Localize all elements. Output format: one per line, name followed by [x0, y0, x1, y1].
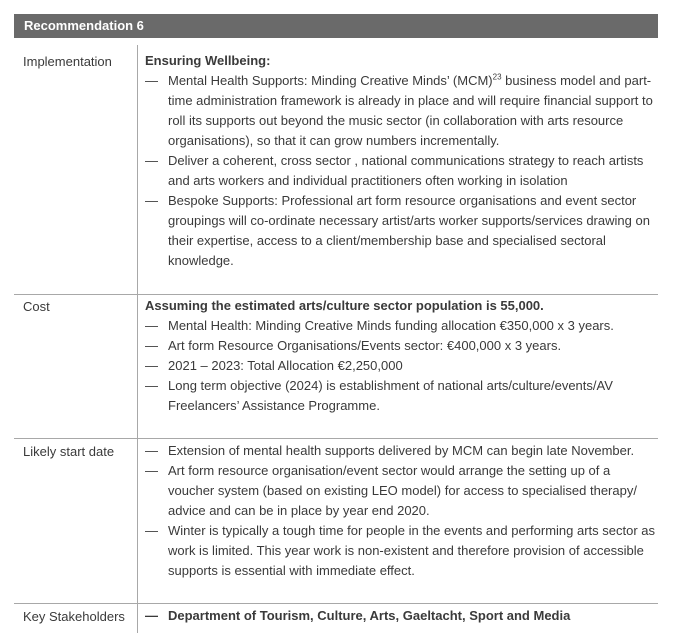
- list-item: — Art form Resource Organisations/Events sector: €400,000 x 3 years.: [145, 338, 562, 353]
- cost-heading: Assuming the estimated arts/culture sector population is 55,000.: [145, 298, 544, 313]
- implementation-list: [145, 71, 655, 271]
- row-label-implementation: Implementation: [23, 54, 112, 69]
- implementation-heading: Ensuring Wellbeing:: [145, 53, 271, 68]
- list-item: — Extension of mental health supports delivered by MCM can begin late November.: [145, 443, 635, 458]
- list-item: — 2021 – 2023: Total Allocation €2,250,000: [145, 358, 403, 373]
- table-header: Recommendation 6: [14, 14, 658, 38]
- list-item: — Art form resource organisation/event sector would arrange the setting up of a voucher system (based on existing LEO model) for access to specialised therapy/ advice and can be in place by year end 2020.: [145, 463, 637, 518]
- cost-list: [145, 316, 655, 416]
- cost-cell: [145, 296, 655, 416]
- start-date-cell: [145, 441, 655, 581]
- row-divider: [14, 294, 658, 295]
- row-label-start-date: Likely start date: [23, 444, 115, 459]
- row-label-cost: Cost: [23, 299, 50, 314]
- implementation-cell: [145, 51, 655, 271]
- list-item: — Bespoke Supports: Professional art form resource organisations and event sector groupings will co-ordinate necessary artist/arts worker supports/services drawing on their expertise, access to a client/membership base and specialised sectoral knowledge.: [145, 193, 650, 268]
- column-divider: [137, 45, 138, 633]
- list-item: — Deliver a coherent, cross sector , national communications strategy to reach artists and arts workers and individual practitioners often working in isolation: [145, 153, 644, 188]
- list-item: — Winter is typically a tough time for people in the events and performing arts sector as work is limited. This year work is non-existent and therefore provision of accessible supports is essential with immediate effect.: [145, 523, 656, 578]
- row-divider: [14, 603, 658, 604]
- stakeholders-cell: [145, 606, 655, 626]
- list-item: — Department of Tourism, Culture, Arts, Gaeltacht, Sport and Media: [145, 608, 571, 623]
- stakeholders-list: [145, 606, 655, 626]
- row-label-stakeholders: Key Stakeholders: [23, 609, 125, 624]
- list-item: — Mental Health: Minding Creative Minds funding allocation €350,000 x 3 years.: [145, 318, 614, 333]
- list-item: — Mental Health Supports: Minding Creative Minds’ (MCM)$^{23}$ business model and part-time administration framework is already in place and will require financial support to roll its supports out beyond the music sector (in collaboration with arts resource organisations), so that it can grow numbers incrementally.: [145, 72, 653, 148]
- list-item: — Long term objective (2024) is establishment of national arts/culture/events/AV Freelancers’ Assistance Programme.: [145, 378, 613, 413]
- start-date-list: [145, 441, 655, 581]
- row-divider: [14, 438, 658, 439]
